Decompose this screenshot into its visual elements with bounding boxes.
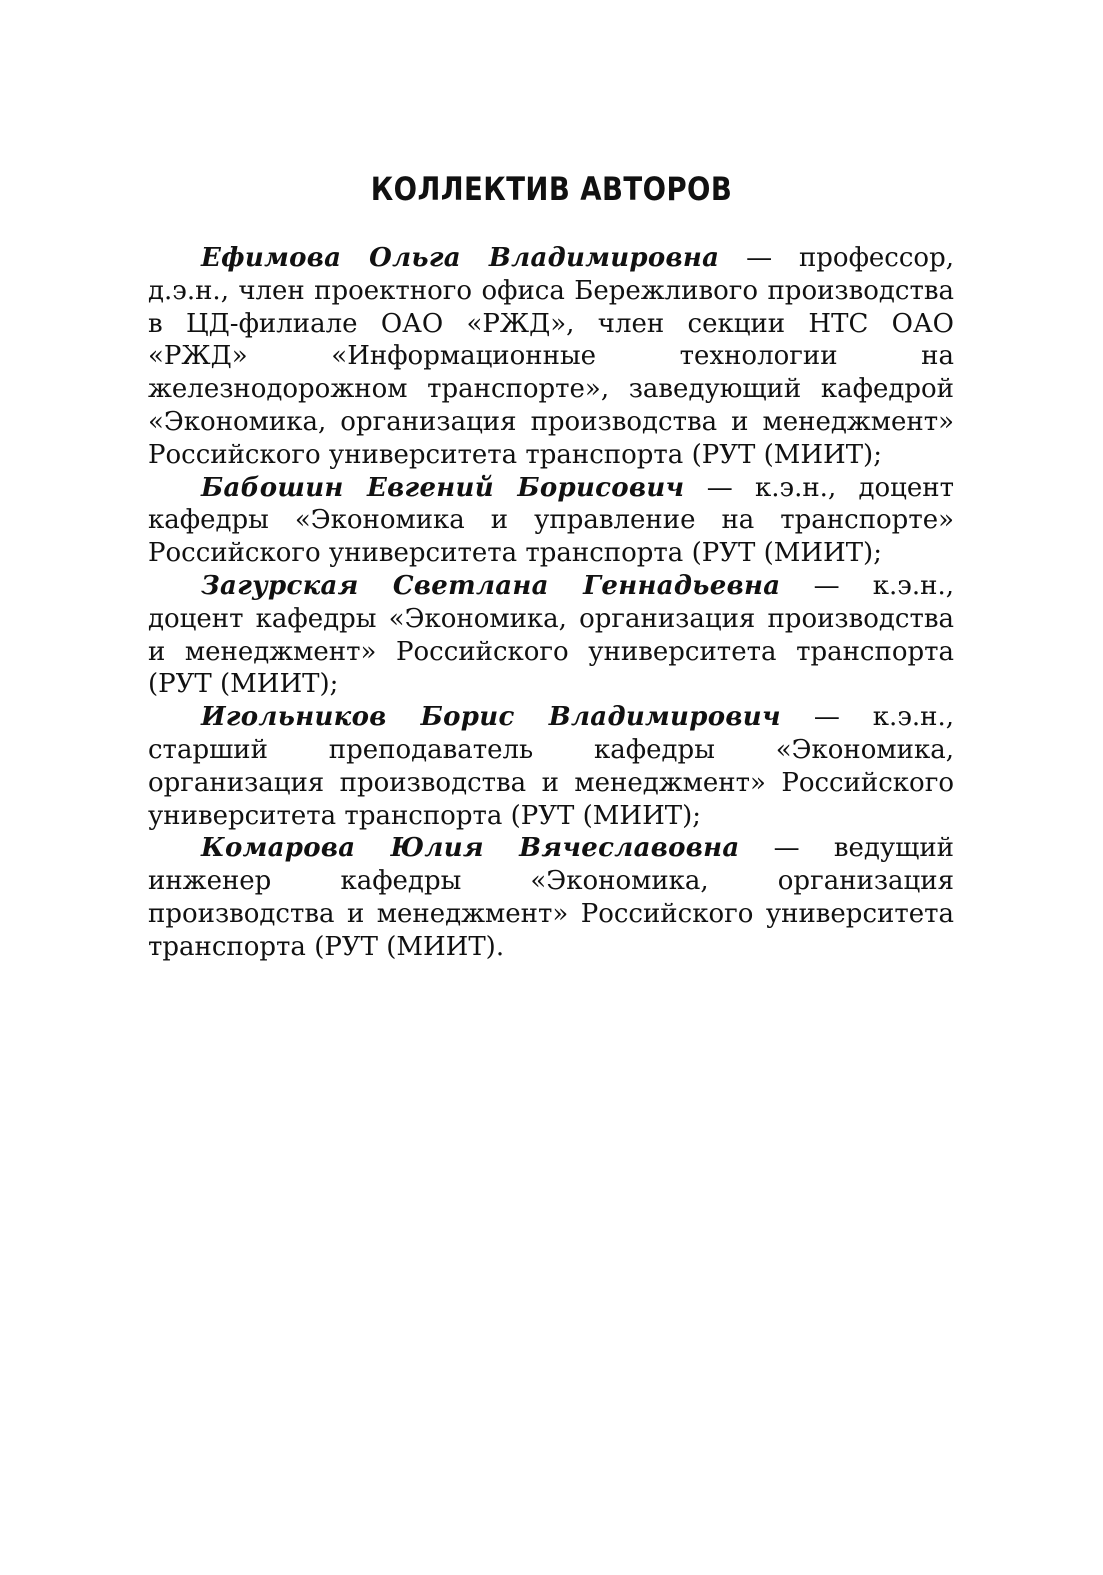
author-entry-zagurskaya — [148, 570, 954, 701]
author-description: — профессор, д.э.н., член проектного офиса Бережливого производства в ЦД-филиале ОАО «РЖД», член секции НТС ОАО «РЖД» «Информационные технологии на железнодорожном транспорте», заведующий кафедрой «Экономика, организация производства и менеджмент» Российского университета транспорта (РУТ (МИИТ); — [148, 243, 954, 470]
author-name: Комарова Юлия Вячеславовна — [201, 833, 740, 864]
author-entry-efimova — [148, 242, 954, 472]
author-name: Ефимова Ольга Владимировна — [201, 243, 720, 273]
author-name: Игольников Борис Владимирович — [201, 702, 781, 733]
author-description: — к.э.н., старший преподаватель кафедры «Экономика, организация производства и менеджмент» Российского университета транспорта (РУТ (МИИТ); — [148, 702, 955, 831]
author-name: Бабошин Евгений Борисович — [201, 472, 685, 503]
author-description: — к.э.н., доцент кафедры «Экономика и управление на транспорте» Российского университета транспорта (РУТ (МИИТ); — [148, 472, 954, 569]
page-title: КОЛЛЕКТИВ АВТОРОВ — [370, 170, 733, 208]
author-name: Загурская Светлана Геннадьевна — [201, 570, 781, 601]
author-entry-baboshin — [148, 472, 954, 570]
authors-list — [148, 242, 954, 964]
author-description: — ведущий инженер кафедры «Экономика, организация производства и менеджмент» Российского университета транспорта (РУТ (МИИТ). — [148, 833, 954, 962]
author-entry-igolnikov — [148, 701, 954, 832]
author-description: — к.э.н., доцент кафедры «Экономика, организация производства и менеджмент» Российского университета транспорта (РУТ (МИИТ); — [148, 570, 954, 700]
author-entry-komarova — [148, 832, 954, 963]
